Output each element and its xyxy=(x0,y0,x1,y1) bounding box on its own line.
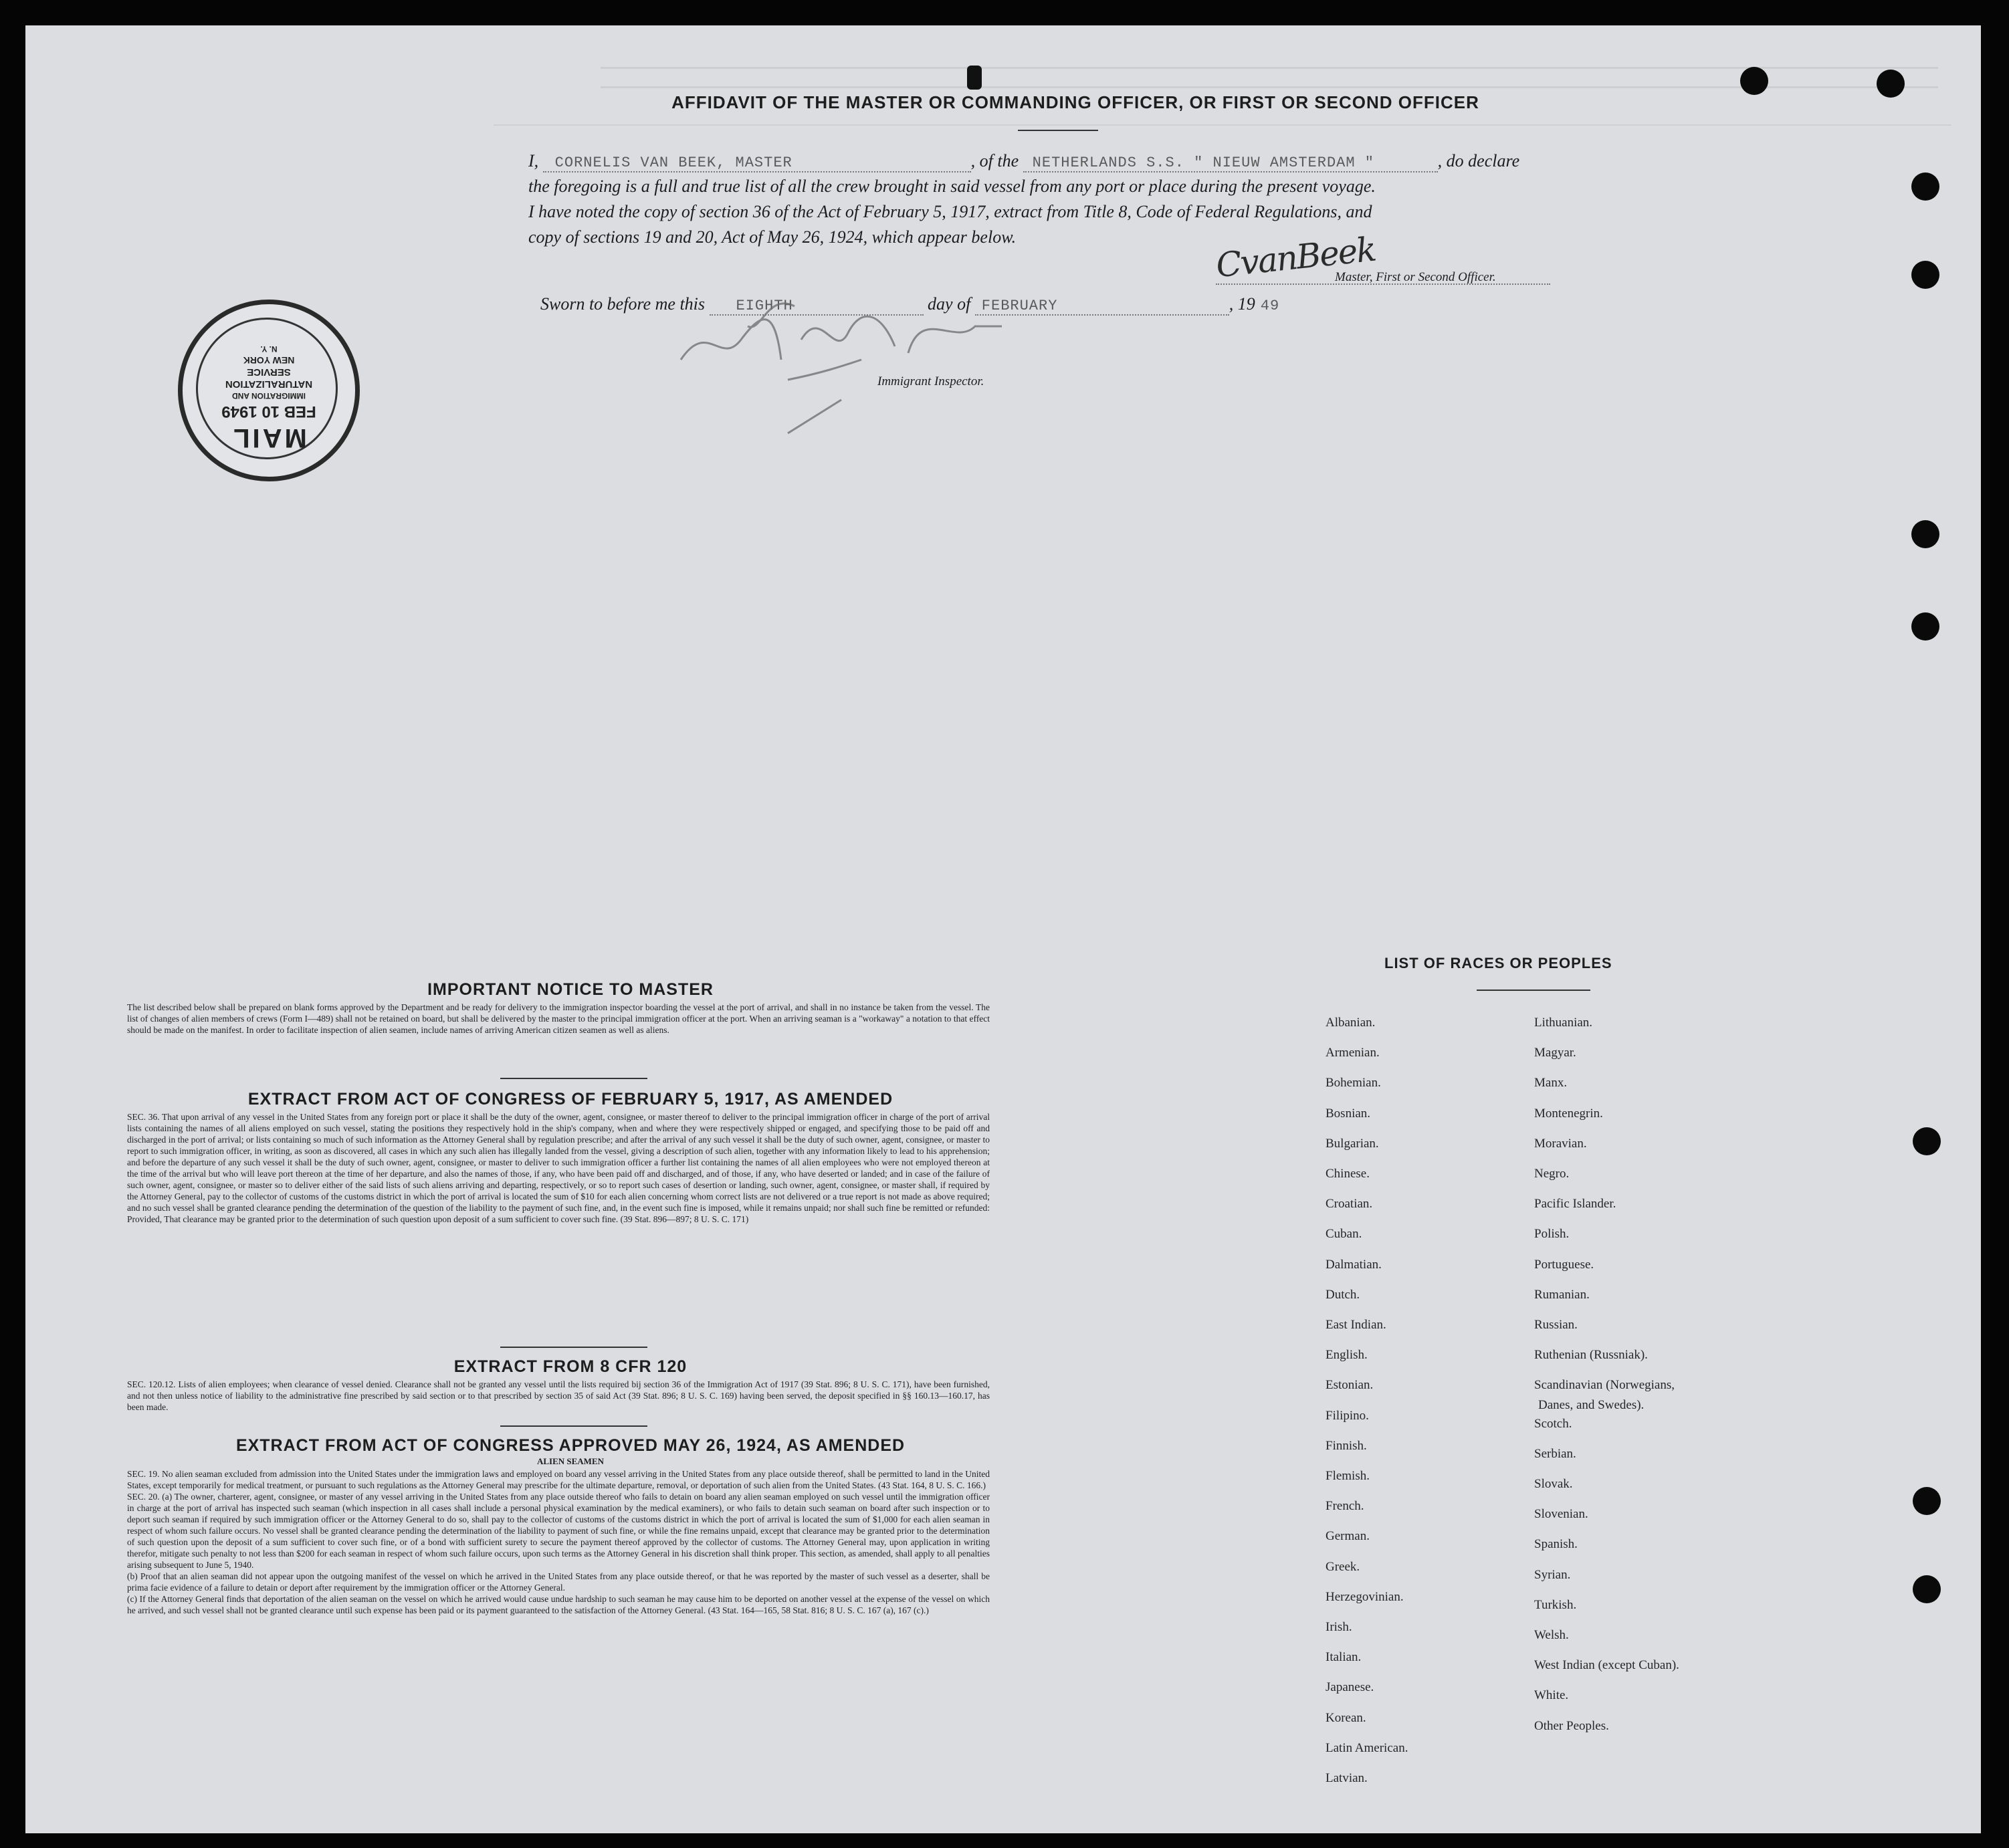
race-item: Cuban. xyxy=(1326,1227,1362,1242)
cfr-body: SEC. 120.12. Lists of alien employees; when clearance of vessel denied. Clearance shall not be granted any vessel until the lists required bij section 36 of the Immigration Act of 1917 (39 Stat. 896; 8 U. S. C. 171), have been furnished, and not then unless notice of liability to the administrative fine prescribed by said section or to that prescribed by section 35 of said Act (39 Stat. 896; 8 U. S. C. 169) having been served, the deposit specified in §§ 160.13—160.17, has been made. xyxy=(127,1379,990,1412)
sworn-month-field: FEBRUARY xyxy=(981,298,1058,314)
race-item: Bosnian. xyxy=(1326,1106,1371,1121)
master-signature: CvanBeek xyxy=(1214,229,1378,285)
race-item: Welsh. xyxy=(1534,1628,1569,1642)
race-item: Montenegrin. xyxy=(1534,1106,1603,1121)
race-item: Korean. xyxy=(1326,1710,1366,1725)
stamp-date: FEB 10 1949 xyxy=(221,402,316,421)
race-item: Turkish. xyxy=(1534,1597,1577,1612)
affidavit-title-rule xyxy=(1018,130,1098,131)
race-item: Filipino. xyxy=(1326,1408,1369,1423)
race-item: Ruthenian (Russniak). xyxy=(1534,1348,1648,1363)
extract-1917-title: EXTRACT FROM ACT OF CONGRESS OF FEBRUARY 5, 1917, AS AMENDED xyxy=(247,1090,893,1109)
race-item: West Indian (except Cuban). xyxy=(1534,1658,1679,1673)
punch-hole xyxy=(1913,1127,1941,1155)
race-item: Latvian. xyxy=(1326,1771,1368,1785)
race-item: Scandinavian (Norwegians, xyxy=(1534,1378,1675,1393)
race-item: Albanian. xyxy=(1326,1016,1376,1030)
races-title: LIST OF RACES OR PEOPLES xyxy=(1384,955,1612,971)
sworn-day-field: EIGHTH xyxy=(736,298,793,314)
extract-1917-body: SEC. 36. That upon arrival of any vessel in the United States from any foreign port or place it shall be the duty of the owner, agent, consignee, or master thereof to deliver to the principal immigration officer in charge of the port of arrival lists containing the names of all aliens employed on such vessel, stating the positions they respectively hold in the ship's company, when and where they were respectively shipped or engaged, and specifying those to be paid off and discharged in the port of arrival; or lists containing so much of such information as the Attorney General shall by regulation prescribe; and after the arrival of any such vessel it shall be the duty of such owner, agent, consignee, or master to report to such immigration officer, in writing, as soon as discovered, all cases in which any such alien has illegally landed from the vessel, giving a description of such alien, together with any information likely to lead to his apprehension; and before the departure of any such vessel it shall be the duty of such owner, agent, consignee, or master to deliver to such immigration officer a further list containing the names of all alien employees who were not employed thereon at the time of the arrival but who will leave port thereon at the time of her departure, and also the names of those, if any, who have been paid off and discharged, and of those, if any, who have deserted or landed; and in case of the failure of such owner, agent, consignee, or master so to deliver either of the said lists of such aliens arriving and departing, respectively, or so to report such cases of desertion or landing, such owner, agent, consignee, or master shall, if required by the Attorney General, pay to the collector of customs of the customs district in which the port of arrival is located the sum of $10 for each alien concerning whom correct lists are not delivered or a true report is not made as above required; and no such vessel shall be granted clearance pending the determination of the question of the liability to the payment of such fine, and, in the event such fine is imposed, while it remains unpaid; nor shall such fine be remitted or refunded: Provided, That clearance may be granted prior to the determination of such question upon deposit of a sum sufficient to cover such fine. (39 Stat. 896—897; 8 U. S. C. 171) xyxy=(127,1112,990,1224)
sec-20a-paragraph: SEC. 20. (a) The owner, charterer, agent, consignee, or master of any vessel arriving in the United States from any place outside thereof who fails to detain on board any alien seaman employed on such vessel until the immigration officer in charge at the port of arrival has inspected such seaman (which inspection in all cases shall include a personal physical examination by the medical examiners), or who fails to detain such seaman on board after such inspection or to deport such seaman if required by such immigration officer or the Attorney General to do so, shall pay to the collector of customs of the customs district in which the port of arrival is located the sum of $1,000 for each alien seaman in respect of whom such failure occurs. No vessel shall be granted clearance pending the determination of the liability to payment of such fine, or while the fine remains unpaid, except that clearance may be granted prior to the determination of such question upon the deposit of a sum sufficient to cover such fine, or of a bond with sufficient surety to secure the payment thereof approved by the collector of customs. The Attorney General may, upon application in writing therefor, mitigate such penalty to not less than $200 for each seaman in respect of whom such failure occurs, upon such terms as the Attorney General in his discretion shall think proper. This section, as amended, shall apply to all penalties arising subsequent to June 5, 1940. xyxy=(127,1492,990,1570)
stamp-line-5: N. Y. xyxy=(260,344,278,354)
race-item: Portuguese. xyxy=(1534,1257,1594,1272)
affidavit-prefix: I, xyxy=(528,151,539,170)
race-item: Bulgarian. xyxy=(1326,1136,1379,1151)
race-item: Herzegovinian. xyxy=(1326,1589,1404,1604)
race-item: Flemish. xyxy=(1326,1469,1370,1483)
master-signature-label: Master, First or Second Officer. xyxy=(1335,270,1496,284)
race-item: Armenian. xyxy=(1326,1046,1380,1060)
race-item: Greek. xyxy=(1326,1559,1360,1574)
race-item: Serbian. xyxy=(1534,1446,1576,1461)
stamp-line-1: IMMIGRATION AND xyxy=(232,391,306,400)
paper-notch xyxy=(967,66,982,90)
race-item: English. xyxy=(1326,1348,1368,1363)
inspector-signature xyxy=(667,266,1015,440)
race-item: Rumanian. xyxy=(1534,1287,1590,1302)
race-item: Pacific Islander. xyxy=(1534,1197,1616,1211)
section-rule xyxy=(500,1425,647,1427)
race-item: Magyar. xyxy=(1534,1046,1576,1060)
race-item: German. xyxy=(1326,1529,1370,1544)
punch-hole xyxy=(1877,70,1905,98)
bleed-through-heading xyxy=(601,67,1938,88)
affidavit-line-1 xyxy=(528,151,1558,172)
race-item: Italian. xyxy=(1326,1650,1362,1665)
notice-title: IMPORTANT NOTICE TO MASTER xyxy=(427,980,714,999)
race-item: Bohemian. xyxy=(1326,1076,1381,1090)
vessel-name-field: NETHERLANDS S.S. " NIEUW AMSTERDAM " xyxy=(1032,154,1374,171)
race-item: Estonian. xyxy=(1326,1378,1374,1393)
race-item: Japanese. xyxy=(1326,1680,1374,1695)
punch-hole xyxy=(1913,1487,1941,1515)
sec-20c-paragraph: (c) If the Attorney General finds that deportation of the alien seaman on the vessel on which he arrived would cause undue hardship to such seaman he may cause him to be deported on another vessel at the expense of the vessel on which he arrived, and such vessel shall not be granted clearance until such expense has been paid or its payment guaranteed to the satisfaction of the Attorney General. (43 Stat. 164—165, 58 Stat. 816; 8 U. S. C. 167 (a), 167 (c).) xyxy=(127,1594,990,1615)
race-item: East Indian. xyxy=(1326,1318,1386,1332)
race-item: Russian. xyxy=(1534,1318,1578,1332)
affidavit-line-3: I have noted the copy of section 36 of the Act of February 5, 1917, extract from Title 8, Code of Federal Regulations, and xyxy=(528,202,1372,221)
race-item: Chinese. xyxy=(1326,1167,1370,1181)
race-item: Dutch. xyxy=(1326,1287,1360,1302)
alien-seamen-subtitle: ALIEN SEAMEN xyxy=(536,1456,605,1466)
race-item: Irish. xyxy=(1326,1620,1352,1634)
punch-hole xyxy=(1913,1575,1941,1603)
stamp-line-2: NATURALIZATION xyxy=(225,378,313,390)
extract-1924-title: EXTRACT FROM ACT OF CONGRESS APPROVED MAY 26, 1924, AS AMENDED xyxy=(235,1436,906,1455)
race-item: Dalmatian. xyxy=(1326,1257,1382,1272)
sec-19-paragraph: SEC. 19. No alien seaman excluded from admission into the United States under the immigration laws and employed on board any vessel arriving in the United States from any place outside thereof, shall be permitted to land in the United States, except temporarily for medical treatment, or pursuant to such regulations as the Attorney General may prescribe for the ultimate departure, removal, or deportation of such alien from the United States. (43 Stat. 164, 8 U. S. C. 166.) xyxy=(127,1469,990,1490)
race-item: Finnish. xyxy=(1326,1438,1367,1453)
affidavit-of-the: , of the xyxy=(970,151,1019,170)
race-item: Spanish. xyxy=(1534,1537,1578,1552)
sworn-year-prefix: , 19 xyxy=(1229,294,1255,314)
affidavit-do-declare: , do declare xyxy=(1437,151,1520,170)
race-item: Moravian. xyxy=(1534,1136,1587,1151)
affidavit-line-2: the foregoing is a full and true list of all the crew brought in said vessel from any port or place during the present voyage. xyxy=(528,177,1376,196)
affidavit-title: AFFIDAVIT OF THE MASTER OR COMMANDING OFFICER, OR FIRST OR SECOND OFFICER xyxy=(671,92,1479,112)
sworn-day-of: day of xyxy=(928,294,971,314)
punch-hole xyxy=(1911,172,1939,201)
sworn-year-field: 49 xyxy=(1260,298,1280,314)
race-item: Slovenian. xyxy=(1534,1507,1588,1522)
inspector-label: Immigrant Inspector. xyxy=(877,374,984,388)
race-item: Slovak. xyxy=(1534,1477,1573,1491)
punch-hole xyxy=(1911,612,1939,641)
sworn-prefix: Sworn to before me this xyxy=(540,294,706,314)
race-item: Lithuanian. xyxy=(1534,1016,1593,1030)
punch-hole xyxy=(1911,261,1939,289)
race-item: Negro. xyxy=(1534,1167,1570,1181)
section-rule xyxy=(500,1078,647,1079)
punch-hole xyxy=(1740,67,1768,95)
immigration-date-stamp xyxy=(178,300,360,481)
section-rule xyxy=(500,1347,647,1348)
sec-20b-paragraph: (b) Proof that an alien seaman did not appear upon the outgoing manifest of the vessel on which he arrived in the United States from any place outside thereof, or that he was reported by the master of such vessel as a deserter, shall be prima facie evidence of a failure to detain or deport after requirement by the immigration officer or the Attorney General. xyxy=(127,1571,990,1593)
stamp-line-3: SERVICE xyxy=(247,366,291,378)
race-item: White. xyxy=(1534,1688,1569,1703)
race-item: Latin American. xyxy=(1326,1740,1408,1755)
cfr-title: EXTRACT FROM 8 CFR 120 xyxy=(453,1357,688,1376)
bleed-through-line xyxy=(494,112,1951,126)
extract-1924-body xyxy=(127,1468,990,1616)
punch-hole xyxy=(1911,520,1939,548)
race-item: Manx. xyxy=(1534,1076,1568,1090)
stamp-mail: MAIL xyxy=(231,423,307,453)
race-item: Scotch. xyxy=(1534,1416,1572,1431)
race-item: Polish. xyxy=(1534,1227,1570,1242)
race-item: Croatian. xyxy=(1326,1197,1373,1211)
notice-body: The list described below shall be prepared on blank forms approved by the Department and be ready for delivery to the immigration inspector boarding the vessel at the port of arrival, and shall in no instance be taken from the vessel. The list of changes of alien members of crews (Form I—489) shall not be retained on board, but shall be delivered by the master to the principal immigration officer at the port. When an arriving seaman is a "workaway" a notation to that effect should be made on the manifest. In order to facilitate inspection of alien seamen, include names of arriving American citizen seamen as well as aliens. xyxy=(127,1002,990,1035)
race-item: Syrian. xyxy=(1534,1567,1571,1582)
races-title-rule xyxy=(1477,990,1590,991)
race-item: Other Peoples. xyxy=(1534,1718,1609,1733)
race-item: Danes, and Swedes). xyxy=(1538,1398,1645,1413)
stamp-line-4: NEW YORK xyxy=(243,355,295,366)
master-name-field: CORNELIS VAN BEEK, MASTER xyxy=(554,154,792,171)
race-item: French. xyxy=(1326,1499,1364,1514)
document-page xyxy=(25,25,1981,1833)
affidavit-line-4: copy of sections 19 and 20, Act of May 26, 1924, which appear below. xyxy=(528,227,1017,247)
